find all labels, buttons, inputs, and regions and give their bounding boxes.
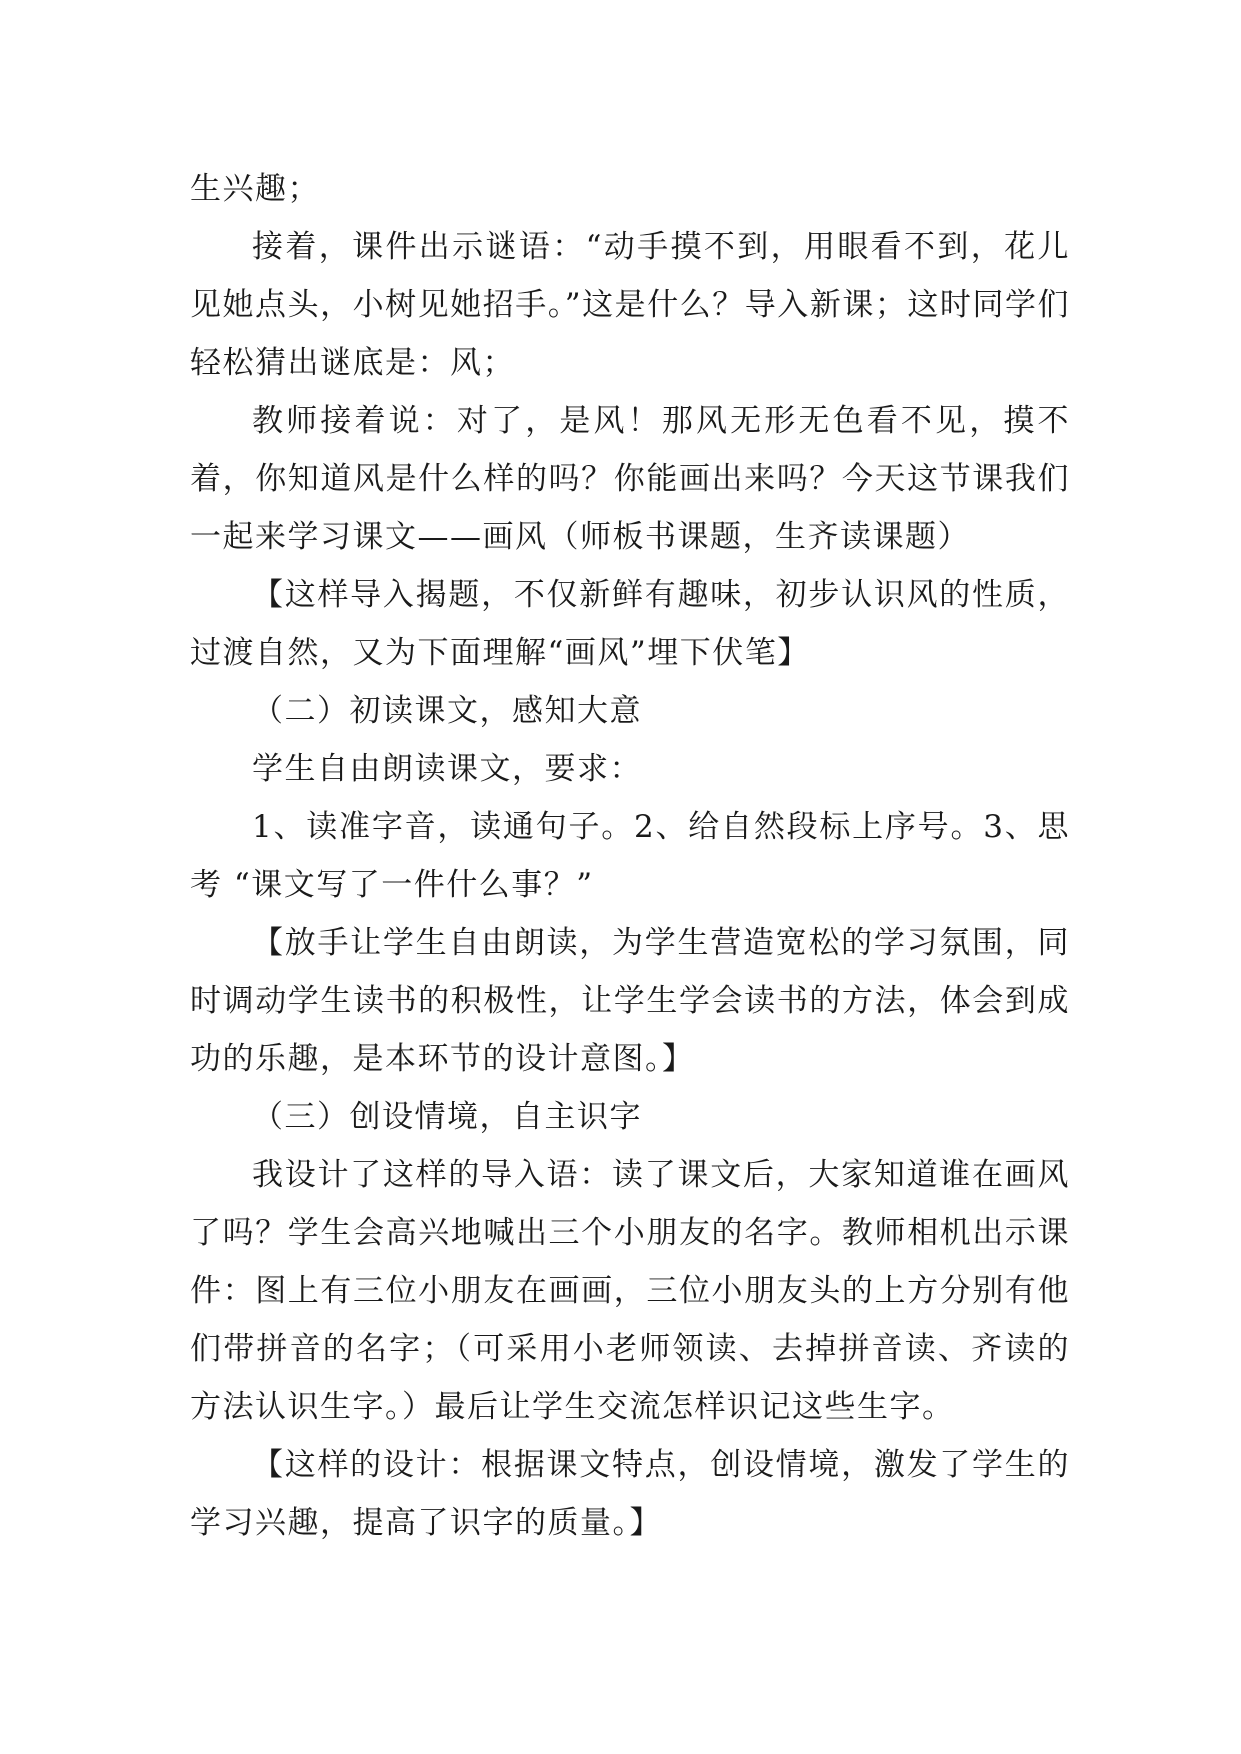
paragraph-11: 【这样的设计：根据课文特点，创设情境，激发了学生的学习兴趣，提高了识字的质量。】 (190, 1447, 1070, 1541)
paragraph-8: 【放手让学生自由朗读，为学生营造宽松的学习氛围，同时调动学生读书的积极性，让学生学会读书的方法，体会到成功的乐趣，是本环节的设计意图。】 (190, 925, 1070, 1077)
section-heading-2: （二）初读课文，感知大意 (252, 693, 642, 729)
paragraph-4: 【这样导入揭题，不仅新鲜有趣味，初步认识风的性质，过渡自然，又为下面理解“画风”埋下伏笔】 (190, 577, 1070, 671)
paragraph-2: 接着，课件出示谜语：“动手摸不到，用眼看不到，花儿见她点头，小树见她招手。”这是什么？导入新课；这时同学们轻松猜出谜底是：风； (190, 229, 1070, 381)
paragraph-3: 教师接着说：对了，是风！那风无形无色看不见，摸不着，你知道风是什么样的吗？你能画出来吗？今天这节课我们一起来学习课文——画风（师板书课题，生齐读课题） (190, 403, 1070, 555)
paragraph-1: 生兴趣； (190, 171, 320, 207)
paragraph-10: 我设计了这样的导入语：读了课文后，大家知道谁在画风了吗？学生会高兴地喊出三个小朋友的名字。教师相机出示课件：图上有三位小朋友在画画，三位小朋友头的上方分别有他们带拼音的名字；（可采用小老师领读、去掉拼音读、齐读的方法认识生字。）最后让学生交流怎样识记这些生字。 (190, 1157, 1070, 1425)
paragraph-6: 学生自由朗读课文，要求： (252, 751, 642, 787)
section-heading-3: （三）创设情境，自主识字 (252, 1099, 642, 1135)
document-body (190, 160, 1070, 1552)
paragraph-7: 1、读准字音，读通句子。2、给自然段标上序号。3、思考 “课文写了一件什么事？” (190, 809, 1070, 903)
